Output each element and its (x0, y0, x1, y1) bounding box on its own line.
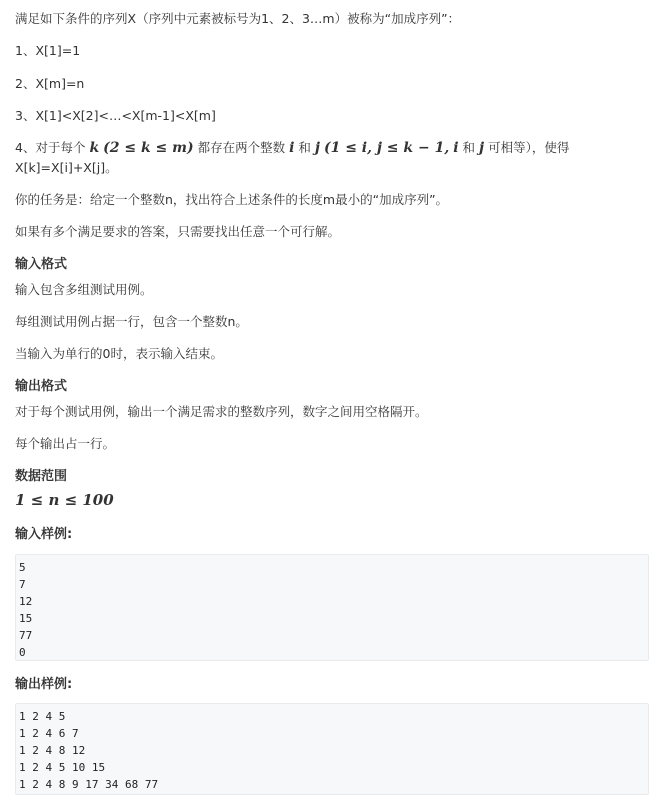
sample-output-line: 1 2 4 5 10 15 (19, 761, 106, 774)
condition-2: 2、X[m]=n (15, 76, 85, 91)
sample-input-line: 15 (19, 612, 33, 625)
input-format-heading: 输入格式 (15, 257, 68, 272)
sample-input-line: 7 (19, 578, 26, 591)
task-text: 你的任务是：给定一个整数n，找出符合上述条件的长度m最小的“加成序列”。 (15, 192, 449, 207)
data-range-heading: 数据范围 (15, 469, 68, 484)
input-format-line-3: 当输入为单行的0时，表示输入结束。 (15, 346, 223, 361)
math-var-j-2: j (479, 140, 485, 156)
sample-input-line: 5 (19, 561, 26, 574)
data-range-formula: 1 ≤ n ≤ 100 (15, 491, 114, 509)
condition-4-and-2: 和 (462, 140, 476, 155)
sample-input-block (15, 554, 649, 661)
condition-4-line-2: X[k]=X[i]+X[j]。 (15, 160, 118, 175)
condition-1: 1、X[1]=1 (15, 43, 81, 58)
sample-input-line: 0 (19, 646, 26, 659)
sample-input-line: 12 (19, 595, 33, 608)
condition-4-and: 和 (298, 140, 311, 155)
condition-3: 3、X[1]<X[2]<…<X[m-1]<X[m] (15, 108, 216, 123)
sample-output-line: 1 2 4 8 12 (19, 744, 86, 757)
intro-text: 满足如下条件的序列X（序列中元素被标号为1、2、3…m）被称为“加成序列”： (15, 11, 461, 26)
math-var-i: i (289, 140, 295, 156)
math-range-k: (2 ≤ k ≤ m) (103, 140, 194, 156)
output-format-heading: 输出格式 (15, 379, 68, 394)
sample-output-line: 1 2 4 5 (19, 710, 66, 723)
math-var-k: k (89, 140, 100, 156)
condition-4-suffix: 可相等），使得 (488, 140, 570, 155)
condition-4-mid: 都存在两个整数 (197, 140, 286, 155)
output-format-line-2: 每个输出占一行。 (15, 436, 116, 451)
sample-input-heading: 输入样例: (15, 527, 73, 542)
sample-input-line: 77 (19, 629, 33, 642)
sample-output-block (15, 703, 649, 795)
condition-4 (15, 139, 569, 157)
math-var-j: j (314, 140, 320, 156)
input-format-line-2: 每组测试用例占据一行，包含一个整数n。 (15, 314, 248, 329)
sample-output-heading: 输出样例: (15, 677, 73, 692)
math-range-ij: (1 ≤ i, j ≤ k − 1, (323, 140, 450, 156)
sample-output-line: 1 2 4 6 7 (19, 727, 79, 740)
input-format-line-1: 输入包含多组测试用例。 (15, 282, 153, 297)
condition-4-prefix: 4、对于每个 (15, 140, 86, 155)
sample-output-line: 1 2 4 8 9 17 34 68 77 (19, 778, 159, 791)
math-var-i-2: i (453, 140, 459, 156)
multi-answer-text: 如果有多个满足要求的答案，只需要找出任意一个可行解。 (15, 224, 341, 239)
output-format-line-1: 对于每个测试用例，输出一个满足需求的整数序列，数字之间用空格隔开。 (15, 404, 428, 419)
